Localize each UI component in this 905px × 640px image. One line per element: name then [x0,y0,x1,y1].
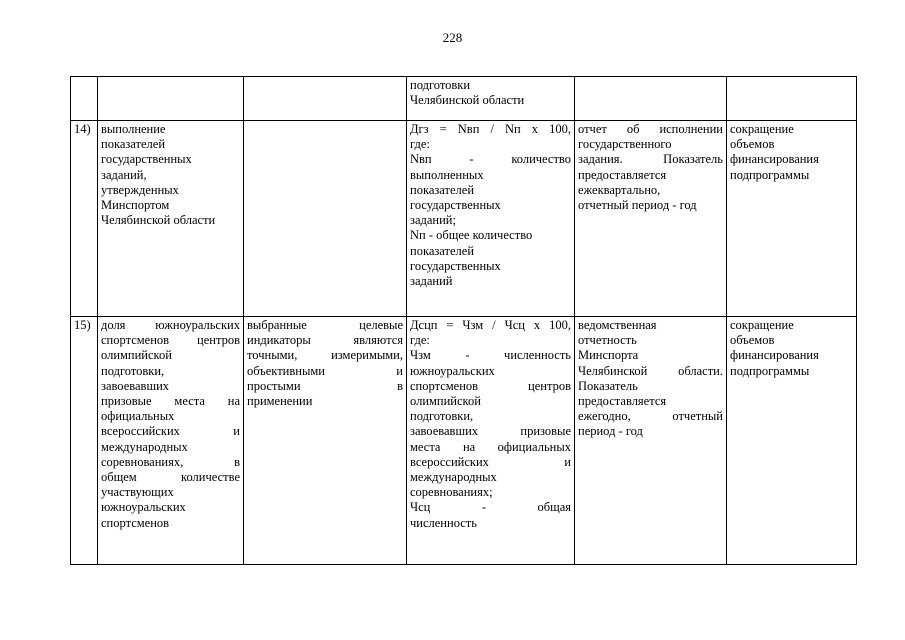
text-line: государственных [101,152,192,167]
cell-number [71,77,98,121]
text-line: предоставляется [578,394,667,409]
text-line: Чзм - численность [410,348,571,363]
cell-rationale [244,77,407,121]
text-line: простыми в [247,378,403,393]
text-line: заданий; [410,213,456,228]
text-line: государственных [410,258,501,273]
cell-measures [727,317,857,565]
text-line: подготовки [410,78,471,92]
text-line: спортсменов [101,515,170,530]
text-line: участвующих [101,485,174,500]
text-line: показателей [101,137,166,152]
text-line: сокращение [730,318,794,332]
text-line: индикаторы являются [247,333,403,348]
text-line: Дсцп = Чзм / Чсц x 100, [410,318,571,332]
text-line: подготовки, [101,363,165,378]
text-line: показателей [410,182,475,197]
text-line: всероссийских и [410,454,571,469]
text-line: официальных [101,409,175,424]
text-line: Показатель [578,378,638,393]
text-line: южноуральских [101,500,186,515]
text-line: объемов [730,137,775,152]
text-line: ведомственная [578,318,657,332]
cell-number: 15) [71,317,98,565]
text-line: доля южноуральских [101,318,240,332]
text-line: выбранные целевые [247,318,403,332]
cell-rationale [244,317,407,565]
text-line: отчетный период - год [578,198,697,213]
table-row-continuation [71,77,857,121]
text-line: места на официальных [410,439,571,454]
text-line: сокращение [730,122,794,136]
text-line: спортсменов центров [101,333,240,348]
text-line: Чсц - общая [410,500,571,515]
cell-formula [407,121,575,317]
text-line: объемов [730,333,775,348]
text-line: олимпийской [410,394,481,409]
cell-source [575,121,727,317]
cell-number: 14) [71,121,98,317]
text-line: Nвп - количество [410,152,571,167]
text-line: всероссийских и [101,424,240,439]
text-line: подпрограммы [730,167,810,182]
cell-source [575,77,727,121]
text-line: призовые места на [101,394,240,409]
text-line: международных [101,439,188,454]
cell-rationale [244,121,407,317]
cell-indicator-name [98,317,244,565]
text-line: период - год [578,424,643,439]
text-line: южноуральских [410,363,495,378]
text-line: завоевавших призовые [410,424,571,439]
text-line: выполненных [410,167,484,182]
text-line: соревнованиях, в [101,454,240,469]
table-row-14 [71,121,857,317]
text-line: государственного [578,137,672,152]
cell-formula [407,77,575,121]
cell-source [575,317,727,565]
text-line: утвержденных [101,182,179,197]
text-line: финансирования [730,348,819,363]
cell-measures [727,77,857,121]
text-line: предоставляется [578,167,667,182]
text-line: показателей [410,243,475,258]
text-line: заданий [410,274,453,289]
text-line: завоевавших [101,378,170,393]
text-line: применении [247,394,313,409]
text-line: численность [410,515,477,530]
text-line: Nп - общее количество [410,228,533,243]
text-line: объективными и [247,363,403,378]
text-line: финансирования [730,152,819,167]
text-line: ежегодно, отчетный [578,409,723,424]
text-line: ежеквартально, [578,182,661,197]
text-line: Минспортом [101,198,170,213]
text-line: где: [410,137,430,152]
page-number: 228 [442,30,463,45]
text-line: подпрограммы [730,363,810,378]
cell-indicator-name [98,77,244,121]
text-line: где: [410,333,430,348]
text-line: общем количестве [101,470,240,485]
text-line: подготовки, [410,409,474,424]
cell-measures [727,121,857,317]
text-line: Челябинской области. [578,363,723,378]
indicator-table [70,76,857,565]
table-row-15 [71,317,857,565]
text-line: отчетность [578,333,637,348]
text-line: точными, измеримыми, [247,348,403,363]
cell-formula [407,317,575,565]
text-line: задания. Показатель [578,152,723,167]
text-line: государственных [410,198,501,213]
text-line: Минспорта [578,348,639,363]
text-line: Челябинской области [101,213,216,228]
text-line: спортсменов центров [410,378,571,393]
text-line: выполнение [101,122,166,136]
cell-indicator-name [98,121,244,317]
text-line: заданий, [101,167,147,182]
text-line: Дгз = Nвп / Nп x 100, [410,122,571,136]
text-line: международных [410,470,497,485]
text-line: Челябинской области [410,93,525,108]
text-line: олимпийской [101,348,172,363]
text-line: соревнованиях; [410,485,493,500]
text-line: отчет об исполнении [578,122,723,136]
